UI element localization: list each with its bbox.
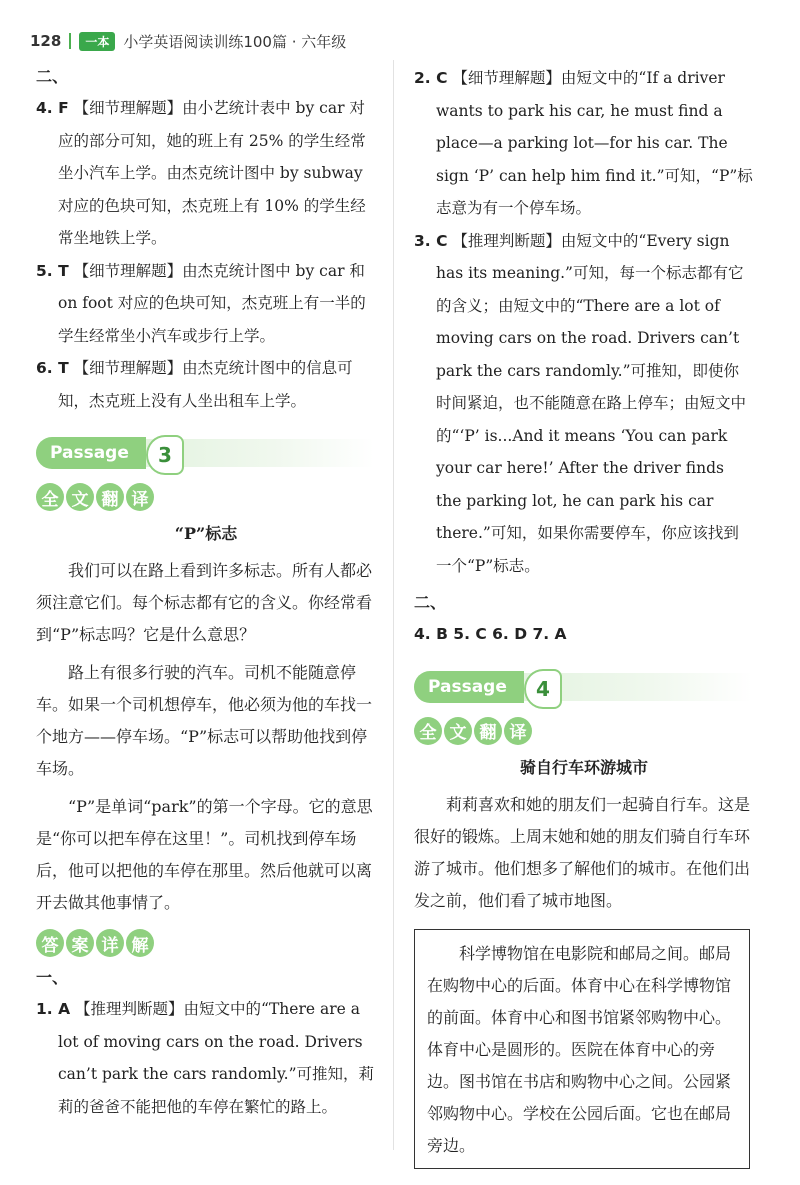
answer-explanation: 由短文中的“There are a lot of moving cars on the road. Drivers can’t park the cars randomly.”可推知，莉莉的爸爸不能把他的车停在繁忙的路上。	[58, 1000, 374, 1116]
answer-number: 5. T	[36, 261, 69, 280]
answer-explanation: 由短文中的“Every sign has its meaning.”可知，每一个标志都有它的含义；由短文中的“There are a lot of moving cars on the road. Drivers can’t park the cars randomly.”可推知，即使你时间紧迫，也不能随意在路上停车；由短文中的“‘P’ is...And it means ‘You can park your car here!’ After the driver finds the parking lot, he can park his car there.”可知，如果你需要停车，你应该找到一个“P”标志。	[436, 231, 747, 575]
answer-item	[36, 352, 376, 417]
question-type: 【细节理解题】	[73, 359, 183, 377]
heading-chip: 解	[126, 929, 154, 957]
answer-explanation: 由杰克统计图中的信息可知，杰克班上没有人坐出租车上学。	[58, 359, 353, 410]
translation-paragraph: 莉莉喜欢和她的朋友们一起骑自行车。这是很好的锻炼。上周末她和她的朋友们骑自行车环游了城市。他们想多了解他们的城市。在他们出发之前，他们看了城市地图。	[414, 794, 751, 910]
right-column	[414, 62, 754, 1169]
heading-chip: 翻	[474, 717, 502, 745]
passage-label: Passage	[414, 671, 524, 703]
translation-heading	[36, 481, 376, 513]
question-type: 【细节理解题】	[73, 261, 183, 280]
translation-paragraph: “P”是单词“park”的第一个字母。它的意思是“你可以把车停在这里！”。司机找到停车场后，他可以把他的车停在那里。然后他就可以离开去做其他事情了。	[36, 797, 373, 912]
passage-banner	[414, 665, 754, 709]
book-title: 小学英语阅读训练100篇 · 六年级	[123, 32, 347, 51]
header-divider	[69, 33, 71, 49]
answer-item	[36, 92, 376, 255]
boxed-text: 科学博物馆在电影院和邮局之间。邮局在购物中心的后面。体育中心在科学博物馆的前面。体育中心和图书馆紧邻购物中心。体育中心是圆形的。医院在体育中心的旁边。图书馆在书店和购物中心之间。公园紧邻购物中心。学校在公园后面。它也在邮局旁边。	[414, 929, 750, 1169]
heading-chip: 全	[414, 717, 442, 745]
heading-chip: 翻	[96, 483, 124, 511]
passage-label: Passage	[36, 437, 146, 469]
answer-item	[36, 993, 376, 1123]
heading-chip: 译	[126, 483, 154, 511]
heading-chip: 全	[36, 483, 64, 511]
answers-line	[414, 618, 754, 651]
translation-heading	[414, 715, 754, 747]
answer-explanation: 由杰克统计图中 by car 和 on foot 对应的色块可知，杰克班上有一半的学生经常坐小汽车或步行上学。	[58, 261, 366, 345]
translation-paragraph: 路上有很多行驶的汽车。司机不能随意停车。如果一个司机想停车，他必须为他的车找一个地方——停车场。“P”标志可以帮助他找到停车场。	[36, 663, 373, 778]
answer-explanation: 由短文中的“If a driver wants to park his car, he must find a place—a parking lot—for his car. The sign ‘P’ can help him find it.”可知，“P”标志意为有一个停车场。	[436, 69, 753, 217]
passage-number: 3	[146, 435, 184, 475]
question-type: 【推理判断题】	[452, 231, 561, 250]
section-one-heading: 一、	[36, 968, 69, 987]
brand-badge: 一本	[79, 32, 115, 51]
page-header	[30, 28, 346, 54]
answer-number: 4. F	[36, 99, 69, 117]
answer-item	[414, 225, 754, 583]
section-two-heading: 二、	[36, 67, 69, 86]
column-divider	[393, 60, 394, 1150]
translation-paragraph: 我们可以在路上看到许多标志。所有人都必须注意它们。每个标志都有它的含义。你经常看到“P”标志吗？它是什么意思？	[36, 561, 373, 644]
answer-number: 3. C	[414, 231, 448, 250]
question-type: 【推理判断题】	[75, 1000, 184, 1018]
answer-number: 2. C	[414, 69, 448, 87]
page-number: 128	[30, 32, 62, 50]
question-type: 【细节理解题】	[73, 99, 183, 117]
heading-chip: 案	[66, 929, 94, 957]
answer-explanation: 由小艺统计表中 by car 对应的部分可知，她的班上有 25% 的学生经常坐小汽车上学。由杰克统计图中 by subway 对应的色块可知，杰克班上有 10% 的学生经常坐地铁上学。	[58, 99, 366, 247]
passage-banner	[36, 431, 376, 475]
left-column	[36, 62, 376, 1123]
section-two-heading: 二、	[414, 593, 447, 612]
answer-item	[414, 62, 754, 225]
answer-number: 6. T	[36, 359, 69, 377]
heading-chip: 文	[66, 483, 94, 511]
translation-title: 骑自行车环游城市	[519, 757, 648, 777]
answer-number: 1. A	[36, 1000, 71, 1018]
answers-heading	[36, 927, 376, 959]
answer-item	[36, 255, 376, 353]
heading-chip: 答	[36, 929, 64, 957]
answers-values: 4. B 5. C 6. D 7. A	[414, 625, 567, 643]
heading-chip: 详	[96, 929, 124, 957]
heading-chip: 文	[444, 717, 472, 745]
passage-number: 4	[524, 669, 562, 709]
heading-chip: 译	[504, 717, 532, 745]
question-type: 【细节理解题】	[452, 69, 561, 87]
translation-title: “P”标志	[174, 524, 238, 543]
